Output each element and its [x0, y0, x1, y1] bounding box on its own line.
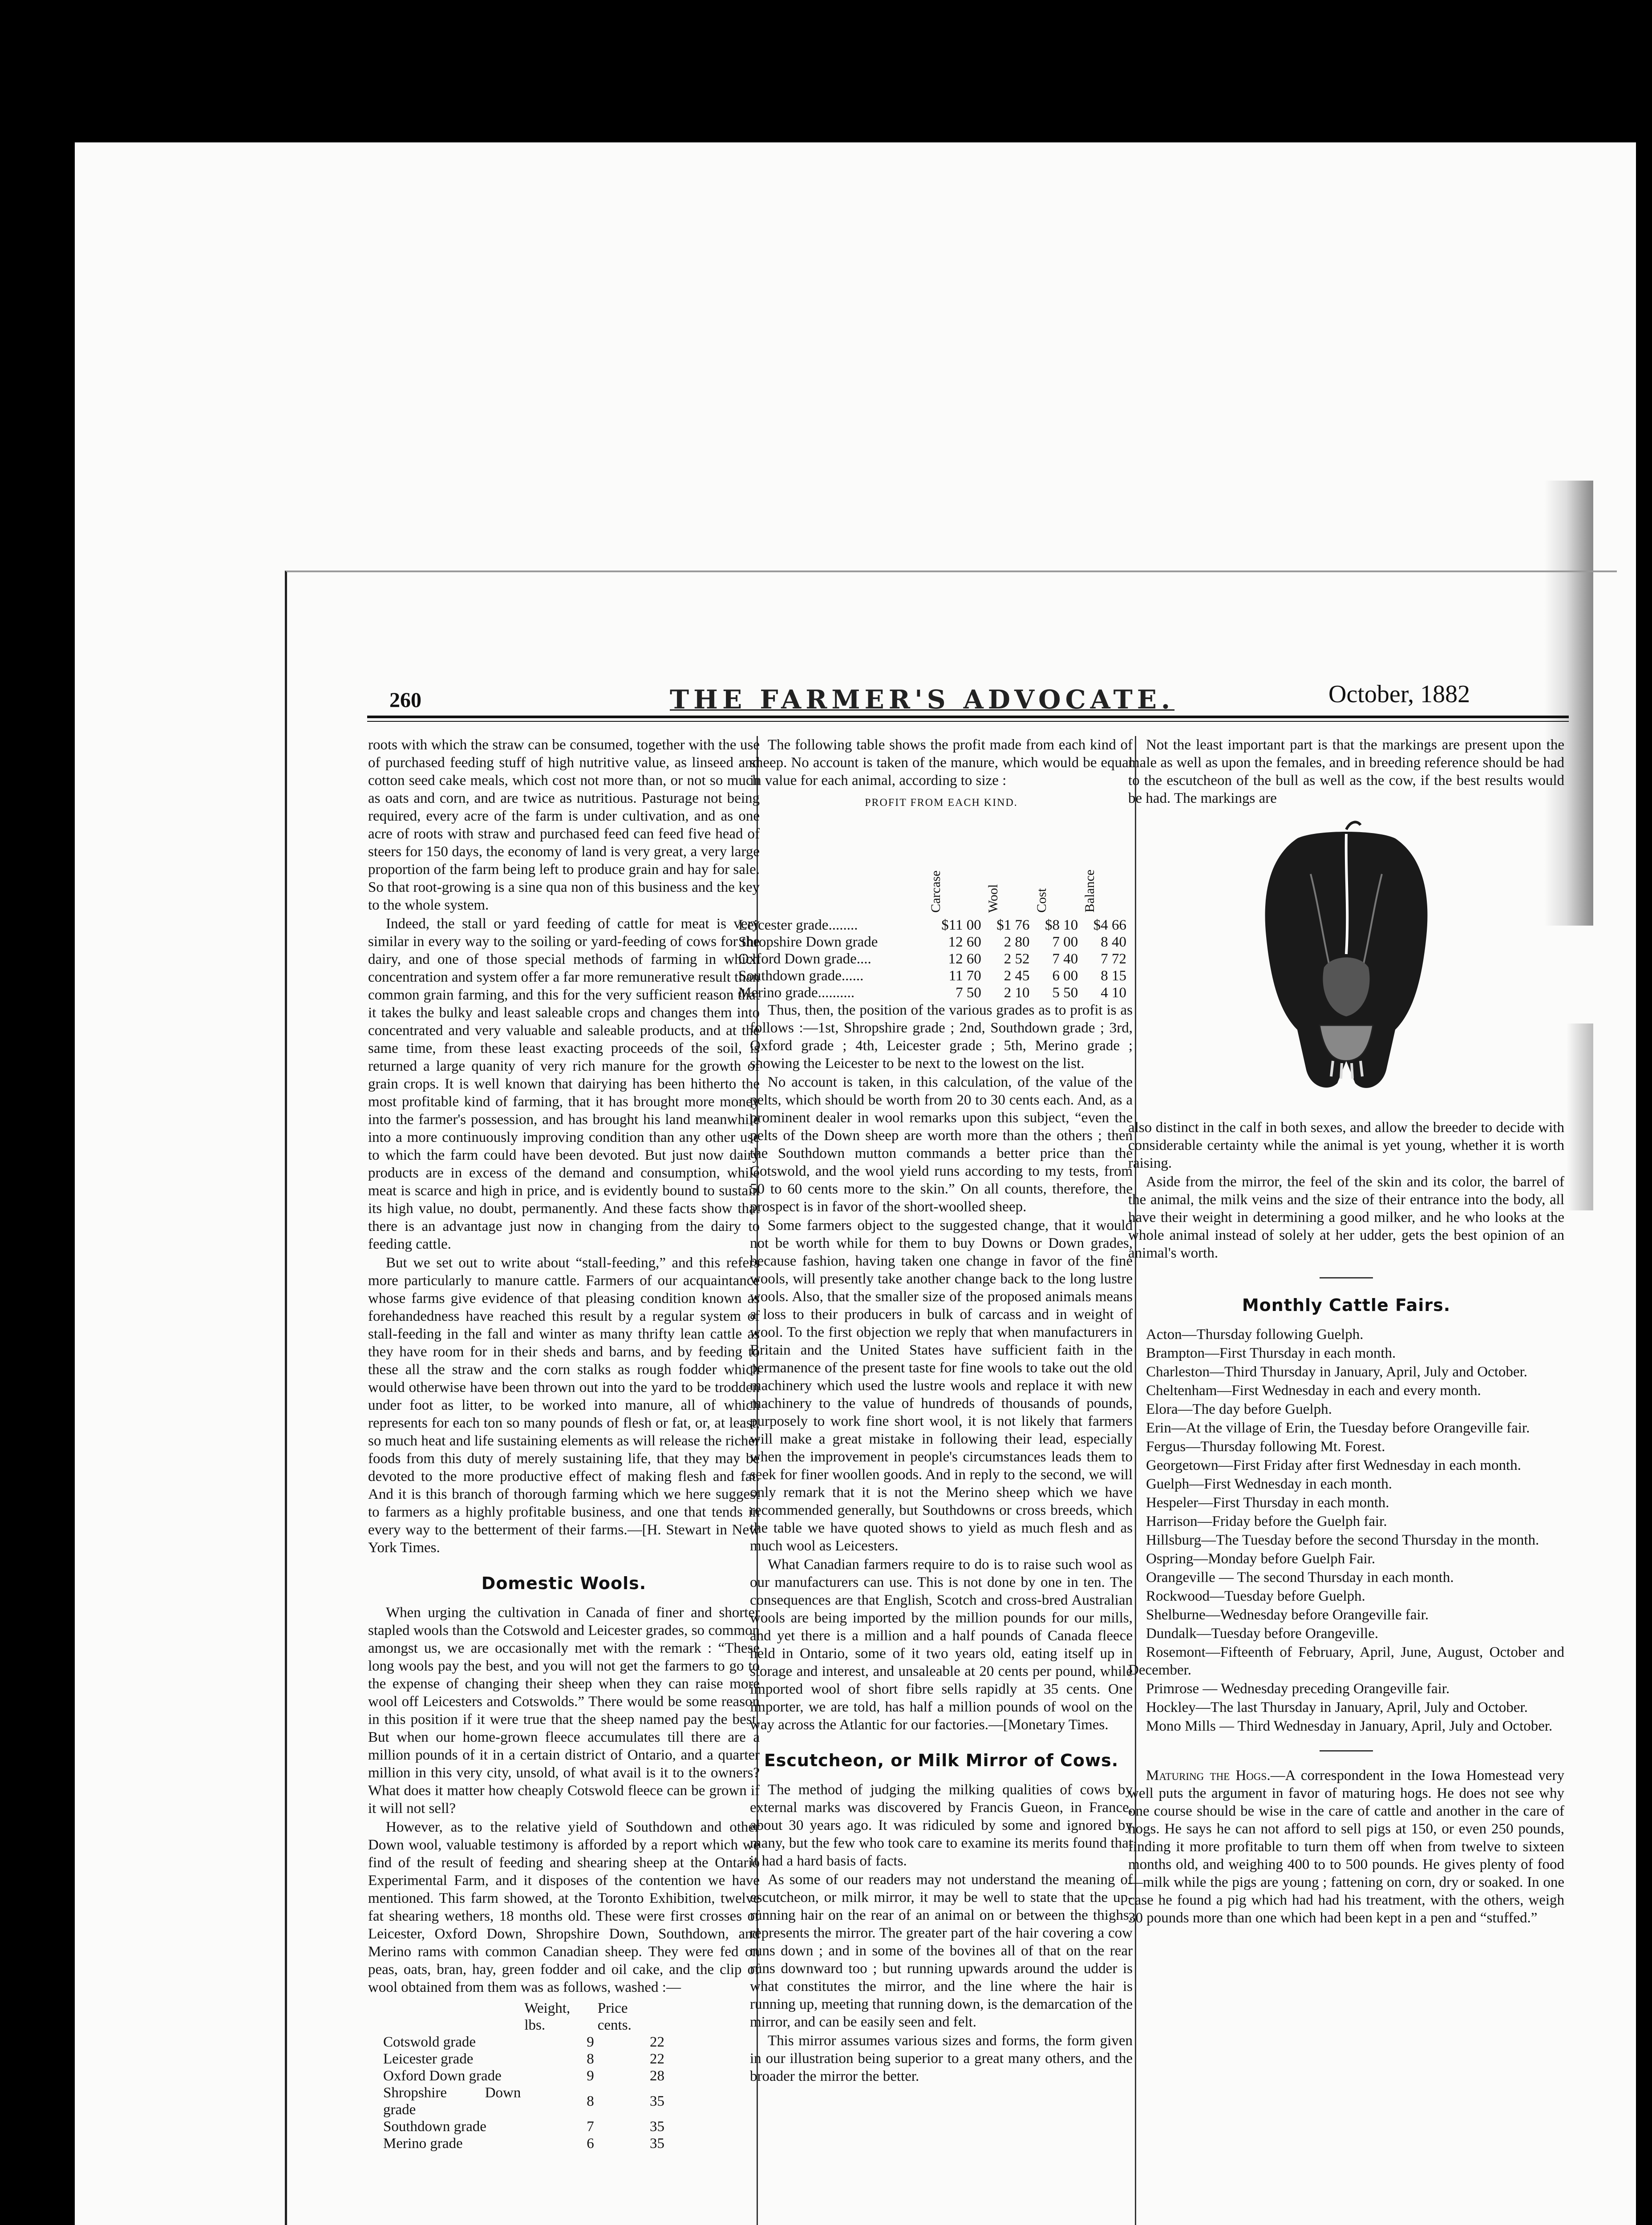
column-3	[1128, 736, 1564, 1928]
weight-cell: 8	[587, 2051, 594, 2067]
table-row	[381, 2051, 666, 2067]
cost-cell: $8 10	[1045, 917, 1078, 933]
grade-cell: Southdown grade......	[738, 968, 864, 984]
paragraph: But we set out to write about “stall-feeding,” and this refers more particularly to manure cattle. Farmers of our acquaintance whose farms give evidence of that pleasing condition known as forehandedness have reached this result by a regular system of stall-feeding in the fall and winter as many thrifty lean cattle as they have room for in their sheds and barns, and by feeding to these all the straw and the corn stalks as rough fodder which would otherwise have been thrown out into the yard to be trodden under foot as litter, to be worked into manure, all of which represents for each ton so many pounds of flesh or fat, or, at least, so much heat and life sustaining elements as will release the richer foods from this duty of merely sustaining life, that they may be devoted to the more productive effect of making flesh and fat. And it is this branch of thorough farming which we here suggest to farmers as a highly profitable business, and one that tends in every way to the betterment of their farms.—[H. Stewart in New York Times.	[368, 1255, 760, 1556]
carcase-cell: 12 60	[948, 951, 981, 967]
list-item: Rockwood—Tuesday before Guelph.	[1146, 1588, 1365, 1604]
grade-cell: Shropshire Down grade	[383, 2085, 521, 2118]
table-title: PROFIT FROM EACH KIND.	[865, 797, 1018, 809]
balance-cell: 7 72	[1101, 951, 1126, 967]
list-item: Georgetown—First Friday after first Wednesday in each month.	[1146, 1457, 1521, 1473]
wool-cell: $1 76	[996, 917, 1030, 933]
table-row	[737, 967, 1128, 984]
carcase-cell: 7 50	[956, 985, 981, 1001]
article-body: —A correspondent in the Iowa Homestead very well puts the argument in favor of maturing hogs. He does not see why one course should be wise in the care of cattle and another in the care of hogs. He says he can not afford to sell pigs at 150, or even 250 pounds, finding it more profitable to turn them off when from twelve to sixteen months old, and weighing 400 to to 500 pounds. He gives plenty of food—milk while the pigs are young ; fattening on corn, dry or soaked. In one case he found a pig which had had his treatment, with the others, weigh 30 pounds more than one which had been kept in a pen and “stuffed.”	[1128, 1768, 1564, 1926]
paragraph: Aside from the mirror, the feel of the skin and its color, the barrel of the animal, the milk veins and the size of their entrance into the body, all have their weight in determining a good milker, and he who looks at the whole animal instead of solely at her udder, gets the best opinion of an animal's worth.	[1128, 1174, 1564, 1261]
column-header: Balance	[1082, 870, 1097, 913]
masthead: THE FARMER'S ADVOCATE.	[670, 684, 1175, 715]
list-item: Brampton—First Thursday in each month.	[1146, 1345, 1396, 1361]
list-item: Cheltenham—First Wednesday in each and every month.	[1146, 1383, 1481, 1399]
paragraph: Indeed, the stall or yard feeding of cattle for meat is very similar in every way to the soiling or yard-feeding of cows for the dairy, and one of those special methods of farming in which concentration and system offer a far more remunerative result than common grain farming, and this for the very sufficient reason that it takes the bulky and least saleable crops and changes them into concentrated and very valuable and saleable products, and at the same time, from these least exacting proceeds of the soil, is returned a large quanity of very rich manure for the growth of grain crops. It is well known that dairying has been hitherto the most profitable kind of farming, that it has brought more money into the farmer's possession, and has brought his land meanwhile into a more continuously improving condition than any other use to which the farm could have been devoted. But just now dairy products are in excess of the demand and consumption, while meat is scarce and high in price, and is evidently bound to sustain its high value, no doubt, permanently. And these facts show that there is an advantage just now in changing from the dairy to feeding cattle.	[368, 916, 760, 1252]
list-item: Fergus—Thursday following Mt. Forest.	[1146, 1439, 1385, 1455]
paragraph: Some farmers object to the suggested change, that it would not be worth while for them to buy Downs or Down grades, because fashion, having taken one change in favor of the fine wools, will presently take another change back to the long lustre wools. Also, that the smaller size of the proposed animals means a loss to their producers in bulk of carcass and in weight of wool. To the first objection we reply that when manufacturers in Britain and the United States have sufficient faith in the permanence of the present taste for fine wools to take out the old machinery which used the lustre wools and replace it with new machinery to the value of hundreds of thousands of pounds, purposely to work fine short wool, it is not likely that farmers will make a great mistake in following their lead, especially when the improvement in people's circumstances leads them to seek for finer woollen goods. And in reply to the second, we will only remark that it is not the Merino sheep which we have recommended generally, but Southdowns or cross breeds, which the table we have quoted shows to yield as much flesh and as much wool as Leicesters.	[750, 1218, 1133, 1554]
article-title: Escutcheon, or Milk Mirror of Cows.	[764, 1751, 1119, 1770]
grade-cell: Shropshire Down grade	[738, 934, 878, 950]
list-item: Elora—The day before Guelph.	[1146, 1401, 1332, 1417]
wool-weight-table	[381, 2000, 666, 2152]
grade-cell: Leicester grade	[383, 2051, 474, 2067]
paragraph: also distinct in the calf in both sexes, and allow the breeder to decide with considerable certainty while the animal is yet young, whether it is worth raising.	[1128, 1120, 1564, 1171]
paragraph: However, as to the relative yield of Southdown and other Down wool, valuable testimony is afforded by a report which we find of the result of feeding and shearing sheep at the Ontario Experimental Farm, and it disposes of the contention we have mentioned. This farm showed, at the Toronto Exhibition, twelve fat shearing wethers, 18 months old. These were first crosses of Leicester, Oxford Down, Shropshire Down, Southdown, and Merino rams with common Canadian sheep. They were fed on peas, oats, bran, hay, green fodder and oil cake, and the clip of wool obtained from them was as follows, washed :—	[368, 1819, 760, 1995]
carcase-cell: 12 60	[948, 934, 981, 950]
grade-cell: Merino grade	[383, 2136, 463, 2152]
weight-cell: 7	[587, 2119, 594, 2135]
list-item: Harrison—Friday before the Guelph fair.	[1146, 1513, 1387, 1529]
price-cell: 35	[650, 2093, 664, 2109]
price-cell: 22	[650, 2051, 664, 2067]
table-row	[737, 984, 1128, 1001]
wool-cell: 2 10	[1004, 985, 1030, 1001]
list-item: Rosemont—Fifteenth of February, April, June, August, October and December.	[1128, 1644, 1564, 1678]
weight-cell: 6	[587, 2136, 594, 2152]
page-number: 260	[389, 688, 421, 712]
table-row	[381, 2084, 666, 2118]
article-lead: Maturing the Hogs.	[1146, 1768, 1271, 1784]
divider	[1320, 1750, 1373, 1752]
grade-cell: Oxford Down grade	[383, 2068, 502, 2084]
price-cell: 22	[650, 2034, 664, 2050]
list-item: Dundalk—Tuesday before Orangeville.	[1146, 1626, 1379, 1642]
grade-cell: Cotswold grade	[383, 2034, 476, 2050]
newspaper-page	[285, 570, 1617, 2225]
header-rule-thin	[367, 721, 1569, 722]
table-row	[737, 917, 1128, 934]
paragraph: What Canadian farmers require to do is to raise such wool as our manufacturers can use. This is not done by one in ten. The consequences are that English, Scotch and cross-bred Australian wools are being imported by the million pounds for our mills, and yet there is a million and a half pounds of Canada fleece held in Ontario, some of it two years old, eating itself up in storage and interest, and unsaleable at 20 cents per pound, while imported wool of short fibre sells rapidly at 35 cents. One importer, we are told, has half a million pounds of wool on the way across the Atlantic for our factories.—[Monetary Times.	[750, 1557, 1133, 1733]
paragraph: When urging the cultivation in Canada of finer and shorter stapled wools than the Cotswold and Leicester grades, so common amongst us, we are occasionally met with the remark : “These long wools pay the best, and you will not get the farmers to go to the expense of changing their sheep when they can raise more wool off Leicesters and Cotswolds.” There would be some reason in this position if it were true that the sheep named pay the best. But when our home-grown fleece accumulates till there are a million pounds of it in a certain district of Ontario, and a quarter million in this very city, unsold, of what avail is it to the owners? What does it matter how cheaply Cotswold fleece can be grown if it will not sell?	[368, 1605, 760, 1816]
paragraph: The method of judging the milking qualities of cows by external marks was discovered by Francis Gueon, in France, about 30 years ago. It was ridiculed by some and ignored by many, but the few who took care to examine its merits found that it had a hard basis of facts.	[750, 1782, 1133, 1869]
balance-cell: $4 66	[1093, 917, 1126, 933]
paragraph: As some of our readers may not understand the meaning of escutcheon, or milk mirror, it may be well to state that the up-running hair on the rear of an animal on or between the thighs, represents the mirror. The greater part of the hair covering a cow runs down ; and in some of the bovines all of that on the rear runs downward too ; but running upwards around the udder is what constitutes the mirror, and the line where the hair is running up, meeting that running down, is the demarcation of the mirror, and can be easily seen and felt.	[750, 1872, 1133, 2030]
paragraph: Not the least important part is that the markings are present upon the male as well as upon the females, and in breeding reference should be had to the escutcheon of the bull as well as the cow, if the best results would be had. The markings are	[1128, 737, 1564, 806]
list-item: Hespeler—First Thursday in each month.	[1146, 1495, 1389, 1511]
grade-cell: Leicester grade........	[738, 917, 858, 933]
list-item: Orangeville — The second Thursday in each month.	[1146, 1570, 1454, 1586]
paragraph: Thus, then, the position of the various grades as to profit is as follows :—1st, Shropshire grade ; 2nd, Southdown grade ; 3rd, Oxford grade ; 4th, Leicester grade ; 5th, Merino grade ; showing the Leicester to be next to the lowest on the list.	[750, 1002, 1133, 1072]
table-row	[381, 2034, 666, 2051]
wool-cell: 2 45	[1004, 968, 1030, 984]
grade-cell: Southdown grade	[383, 2119, 486, 2135]
list-item: Acton—Thursday following Guelph.	[1146, 1327, 1364, 1343]
column-header: Weight, lbs.	[524, 2000, 571, 2033]
paragraph: The following table shows the profit made from each kind of sheep. No account is taken of the manure, which would be equal in value for each animal, according to size :	[750, 737, 1133, 789]
paragraph	[1128, 1767, 1564, 1927]
cost-cell: 7 40	[1052, 951, 1078, 967]
list-item: Mono Mills — Third Wednesday in January, April, July and October.	[1146, 1718, 1553, 1734]
cost-cell: 6 00	[1052, 968, 1078, 984]
table-row	[737, 951, 1128, 967]
wool-cell: 2 80	[1004, 934, 1030, 950]
column-header: Carcase	[928, 870, 943, 913]
weight-cell: 8	[587, 2093, 594, 2109]
wool-cell: 2 52	[1004, 951, 1030, 967]
page-header	[287, 678, 1617, 714]
column-header: Price cents.	[597, 2000, 632, 2033]
divider	[1320, 1277, 1373, 1278]
price-cell: 28	[650, 2068, 664, 2084]
balance-cell: 4 10	[1101, 985, 1126, 1001]
paragraph: No account is taken, in this calculation, of the value of the pelts, which should be worth from 20 to 30 cents each. And, as a prominent dealer in wool remarks upon this subject, “even the pelts of the Down sheep are worth more than the others ; then the Southdown mutton commands a better price than the Cotswold, and the wool yield runs according to my tests, from 50 to 60 cents more to the skin.” On all counts, therefore, the prospect is in favor of the short-woolled sheep.	[750, 1074, 1133, 1215]
table-row	[381, 2067, 666, 2084]
price-cell: 35	[650, 2119, 664, 2135]
issue-date: October, 1882	[1328, 680, 1470, 708]
list-item: Hillsburg—The Tuesday before the second Thursday in the month.	[1146, 1532, 1539, 1548]
article-title: Monthly Cattle Fairs.	[1242, 1295, 1451, 1315]
grade-cell: Oxford Down grade....	[738, 951, 871, 967]
list-item: Primrose — Wednesday preceding Orangeville fair.	[1146, 1681, 1450, 1697]
column-header: Cost	[1034, 888, 1049, 913]
column-2	[738, 736, 1133, 2086]
weight-cell: 9	[587, 2034, 594, 2050]
column-1	[368, 736, 760, 2152]
column-header: Wool	[985, 884, 1000, 913]
carcase-cell: 11 70	[948, 968, 981, 984]
list-item: Erin—At the village of Erin, the Tuesday before Orangeville fair.	[1146, 1420, 1530, 1436]
article-title: Domestic Wools.	[481, 1574, 647, 1593]
list-item: Charleston—Third Thursday in January, April, July and October.	[1146, 1364, 1527, 1380]
cost-cell: 7 00	[1052, 934, 1078, 950]
carcase-cell: $11 00	[941, 917, 981, 933]
balance-cell: 8 40	[1101, 934, 1126, 950]
table-row	[381, 2118, 666, 2135]
list-item: Shelburne—Wednesday before Orangeville fair.	[1146, 1607, 1429, 1623]
table-row	[737, 934, 1128, 951]
paragraph: This mirror assumes various sizes and forms, the form given in our illustration being superior to a great many others, and the broader the mirror the better.	[750, 2033, 1133, 2084]
table-row	[381, 2135, 666, 2152]
price-cell: 35	[650, 2136, 664, 2152]
cost-cell: 5 50	[1052, 985, 1078, 1001]
header-rule-thick	[367, 716, 1569, 718]
profit-table	[737, 814, 1128, 1001]
paragraph: roots with which the straw can be consumed, together with the use of purchased feeding stuff of high nutritive value, as linseed and cotton seed cake meals, which cost not more than, or not so much as oats and corn, and are twice as nutritious. Pasturage not being required, every acre of the farm is under cultivation, and as one acre of roots with straw and purchased feed can feed five head of steers for 150 days, the economy of land is very great, a very large proportion of the farm being left to produce grain and hay for sale. So that root-growing is a sine qua non of this business and the key to the whole system.	[368, 737, 760, 913]
list-item: Guelph—First Wednesday in each month.	[1146, 1476, 1393, 1492]
grade-cell: Merino grade..........	[738, 985, 855, 1001]
cow-escutcheon-illustration	[1244, 821, 1449, 1105]
list-item: Hockley—The last Thursday in January, April, July and October.	[1146, 1699, 1528, 1715]
weight-cell: 9	[587, 2068, 594, 2084]
balance-cell: 8 15	[1101, 968, 1126, 984]
list-item: Ospring—Monday before Guelph Fair.	[1146, 1551, 1376, 1567]
